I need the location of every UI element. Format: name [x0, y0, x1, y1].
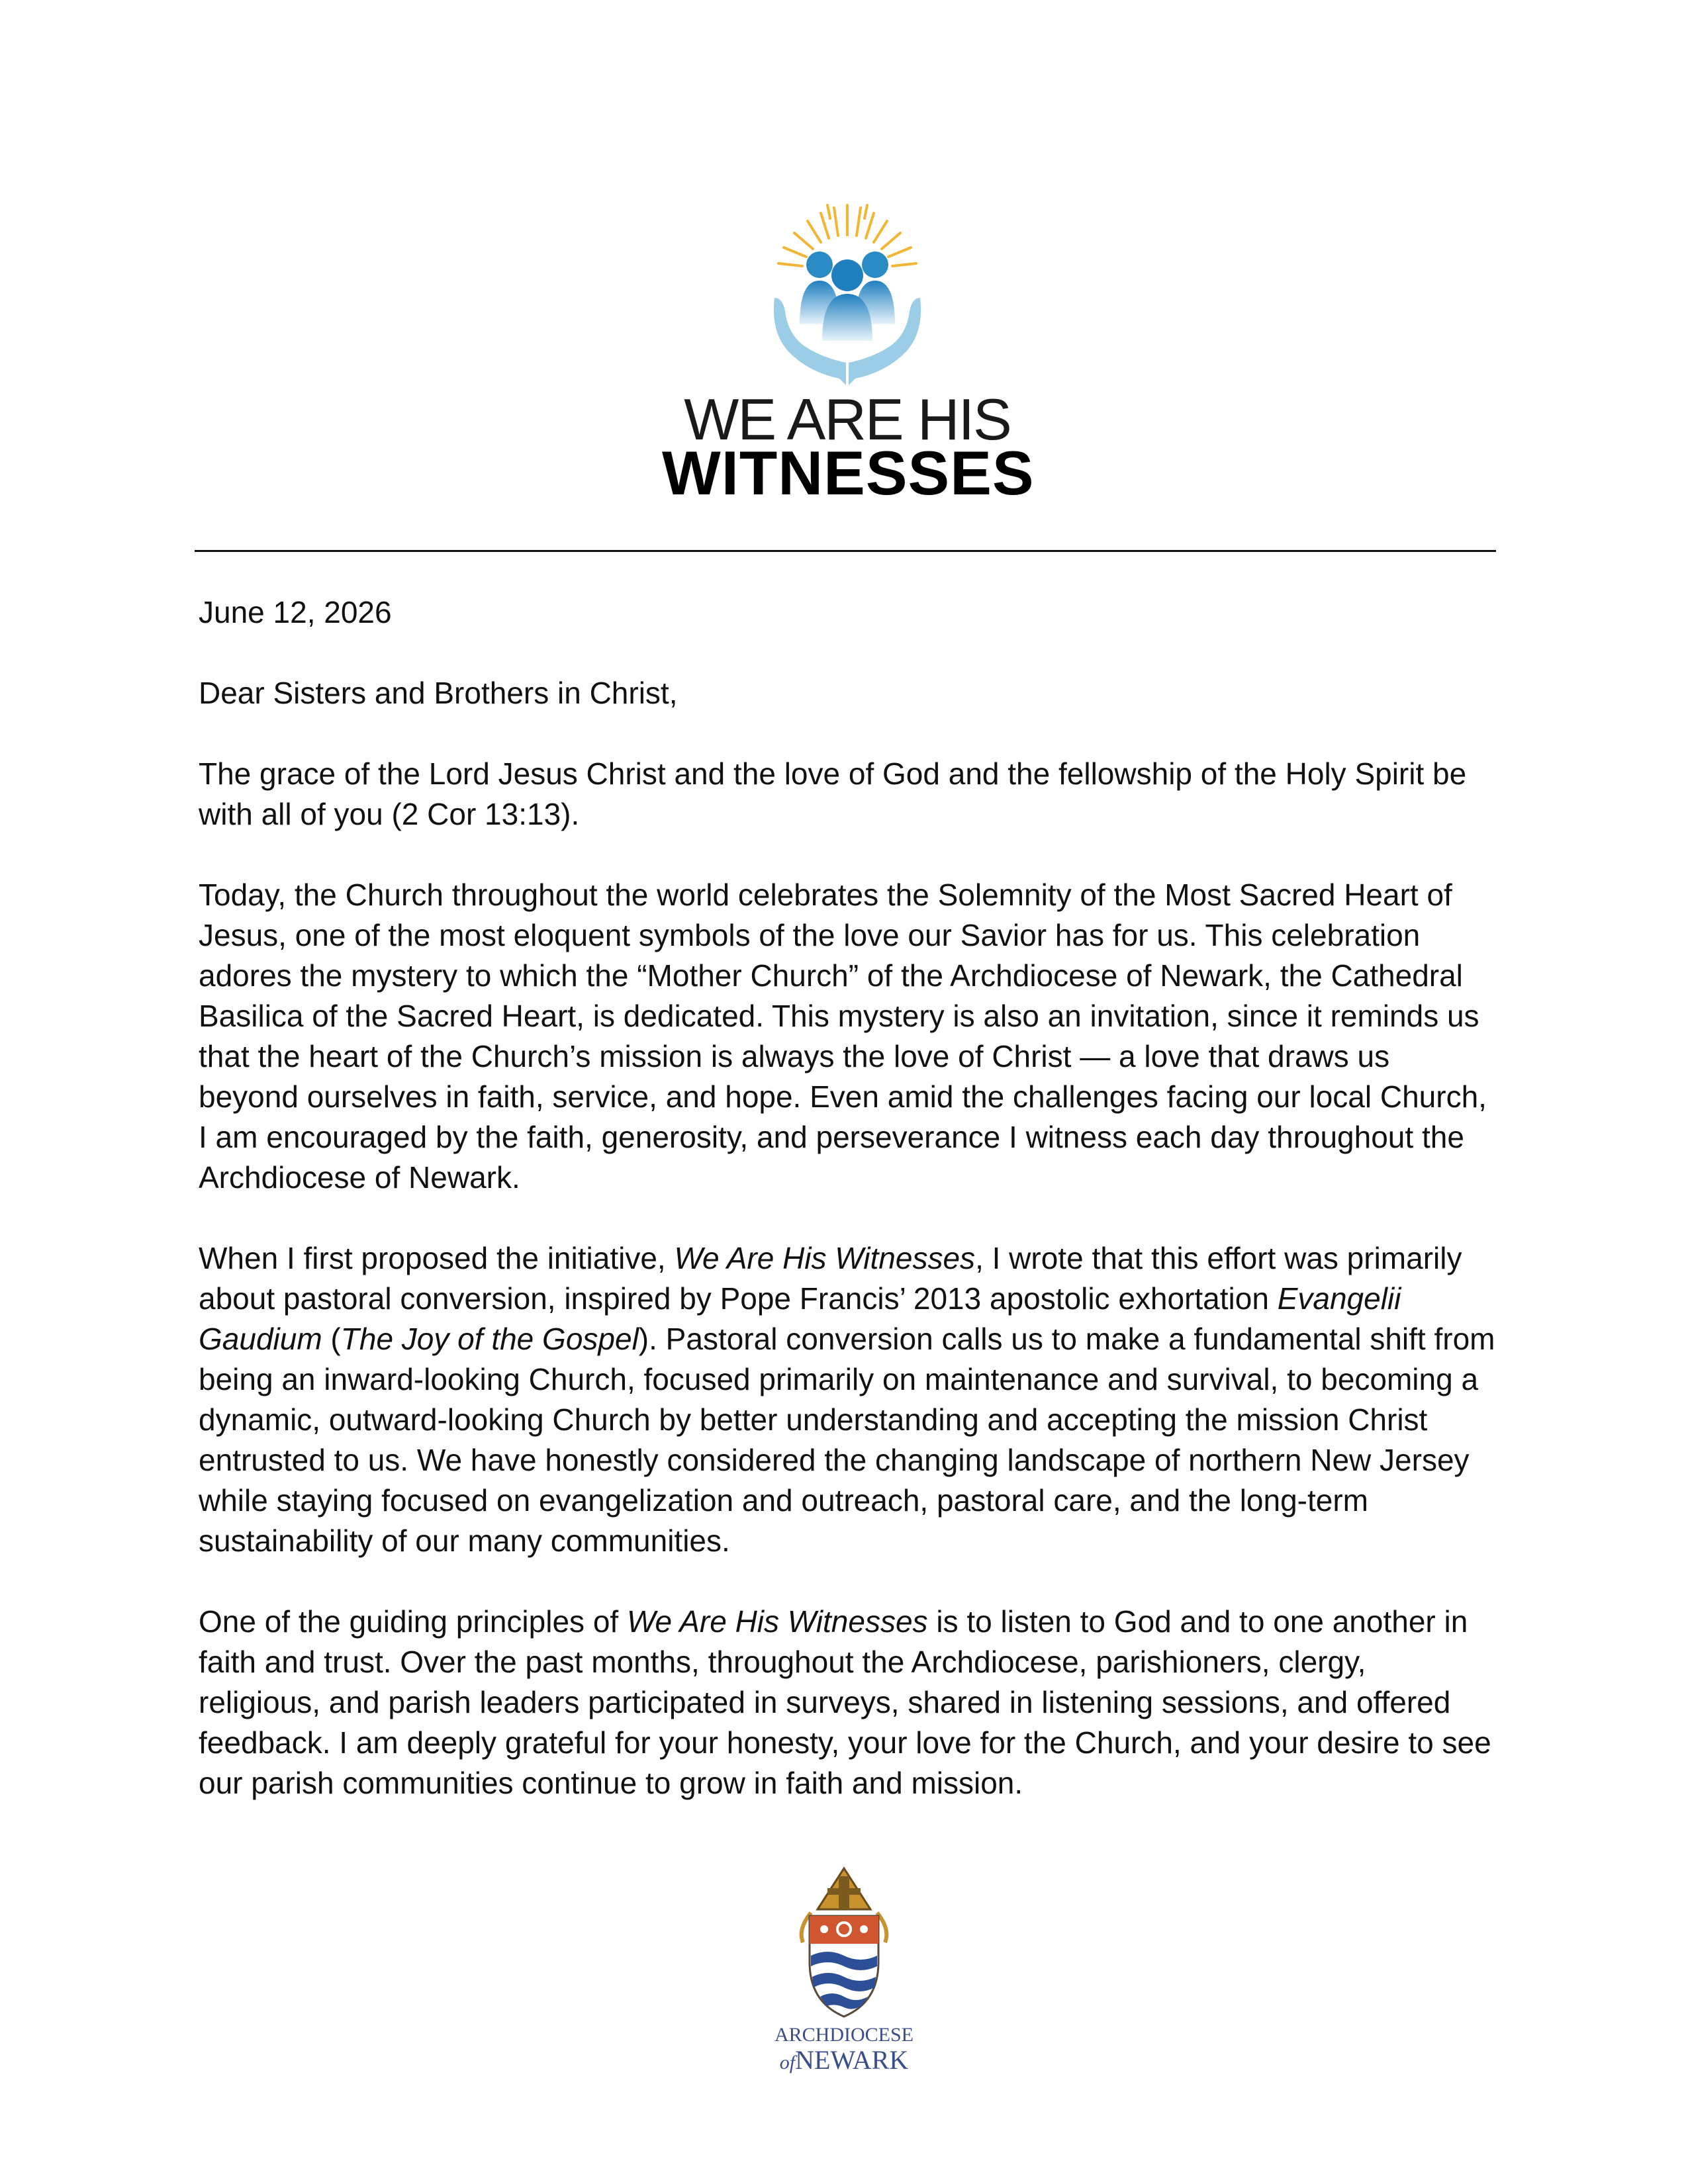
paragraph-blessing: The grace of the Lord Jesus Christ and the love of God and the fellowship of the Holy Spirit be with all of you (2 Cor 13:13).: [199, 756, 1467, 831]
header-divider: [195, 550, 1496, 552]
paragraph-pastoral-conversion: [199, 1238, 1496, 1561]
exhortation-title: Evangelii Gaudium: [199, 1281, 1401, 1356]
p3-text-g: ). Pastoral conversion calls us to make a fundamental shift from being an inward-looking Church, focused primarily on maintenance and survival, to becoming a dynamic, outward-looking Church by better understanding and accepting the mission Christ entrusted to us. We have honestly considered the changing landscape of northern New Jersey while staying focused on evangelization and outreach, pastoral care, and the long-term sustainability of our many communities.: [199, 1322, 1495, 1558]
seal-text-of: of: [779, 2052, 796, 2073]
archdiocese-seal: [755, 1863, 933, 2081]
initiative-title: We Are His Witnesses: [626, 1604, 928, 1639]
paragraph-listening: [199, 1602, 1496, 1803]
p3-text-e: (: [322, 1322, 341, 1356]
seal-text-archdiocese: ARCHDIOCESE: [774, 2024, 914, 2046]
logo-text-line2: WITNESSES: [662, 438, 1035, 508]
letter-body: [199, 592, 1496, 1844]
paragraph-sacred-heart: Today, the Church throughout the world celebrates the Solemnity of the Most Sacred Heart of Jesus, one of the most eloquent symbols of the love our Savior has for us. This celebration adores the mystery to which the “Mother Church” of the Archdiocese of Newark, the Cathedral Basilica of the Sacred Heart, is dedicated. This mystery is also an invitation, since it reminds us that the heart of the Church’s mission is always the love of Christ — a love that draws us beyond ourselves in faith, service, and hope. Even amid the challenges facing our local Church, I am encouraged by the faith, generosity, and perseverance I witness each day throughout the Archdiocese of Newark.: [199, 878, 1487, 1195]
p3-text-a: When I first proposed the initiative,: [199, 1241, 675, 1275]
letter-salutation: Dear Sisters and Brothers in Christ,: [199, 676, 678, 710]
seal-text-newark-word: NEWARK: [795, 2045, 909, 2075]
hands-holding-family-icon: [761, 199, 933, 397]
archdiocese-coat-of-arms-icon: [791, 1863, 897, 2022]
logo-text-line1: WE ARE HIS: [684, 387, 1011, 452]
seal-text-newark: [755, 2044, 933, 2075]
letter-date: June 12, 2026: [199, 595, 392, 629]
we-are-his-witnesses-logo: [662, 199, 1033, 510]
p4-text-c: is to listen to God and to one another in faith and trust. Over the past months, throughout the Archdiocese, parishioners, clergy, religious, and parish leaders participated in surveys, shared in listening sessions, and offered feedback. I am deeply grateful for your honesty, your love for the Church, and your desire to see our parish communities continue to grow in faith and mission.: [199, 1604, 1491, 1800]
initiative-title: We Are His Witnesses: [674, 1241, 976, 1275]
p3-text-c: , I wrote that this effort was primarily about pastoral conversion, inspired by Pope Francis’ 2013 apostolic exhortation: [199, 1241, 1462, 1316]
exhortation-english-title: The Joy of the Gospel: [340, 1322, 639, 1356]
p4-text-a: One of the guiding principles of: [199, 1604, 627, 1639]
